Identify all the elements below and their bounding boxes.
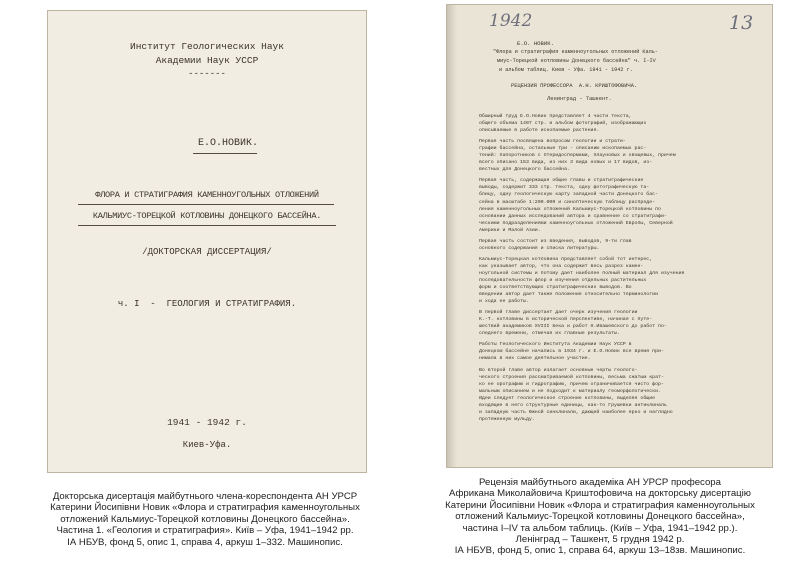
review-header-title-2: миус-Торецкой котловины Донецкого бассейна" ч. I-IV [497,58,656,64]
title-underline-2 [78,225,336,226]
review-body-line: последовательности флор и изучения отдельных растительных [479,277,647,283]
author-name: Е.О.НОВИК. [198,138,259,149]
part-title: ч. I - ГЕОЛОГИЯ И СТРАТИГРАФИЯ. [117,299,297,309]
city: Киев-Уфа. [182,440,232,450]
review-body-line: ческого строения рассматриваемой котловины, весьма сжатым крат- [479,374,664,380]
left-caption-line: отложений Кальмиус-Торецкой котловины Донецкого бассейна». [60,513,350,525]
review-body-line: Первая часть посвящена вопросам геологии и страти- [479,139,626,145]
handwritten-year: 1942 [489,11,533,31]
review-header-title-1: "Флора и стратиграфия каменноугольных отложений Каль- [493,49,658,55]
review-body-line: введении автор дает также положения относительно терминологии [479,292,659,298]
review-body-line: ления каменноугольных отложений Кальмиус-Торецкой котловины по [479,206,661,212]
review-body-line: выводы, содержит 333 стр. текста, одну фотографическую та- [479,185,650,191]
review-body-line: В первой главе диссертант дает очерк изучения геологии [479,310,638,316]
left-caption-line: ІА НБУВ, фонд 5, опис 1, справа 4, аркуш 1–332. Машинопис. [67,536,343,548]
review-body-line: ческими подразделениями каменноугольных отложений Европы, Северной [479,220,673,226]
review-body-line: Идеи следует геологическое строение котловины, выделяя общие [479,395,656,401]
review-body-line: входящие в него структурные единицы, как-то Грушевки антиклиналь [479,402,667,408]
right-caption [408,477,792,557]
review-body-line: блицу, одну геологическую карту западной части Донецкого бас- [479,192,659,198]
review-place: Ленинград - Ташкент. [547,96,612,102]
institute-name: Институт Геологических Наук [130,41,284,52]
review-body-line: Америки и Малой Азии. [479,227,541,233]
review-body-line: как указывает автор, что она содержит весь разрез камен- [479,263,644,269]
right-caption-line: Ленінград – Ташкент, 5 грудня 1942 р. [515,534,685,546]
right-caption-line: Африкана Миколайовича Криштофовича на докторську дисертацію [448,488,751,500]
review-body-line: общего объема 1407 стр. и альбом фотографий, изображающих [479,121,647,127]
review-body-line: основании данных исследований автора и сравнение со стратиграфи- [479,213,667,219]
review-body-line: основного содержания и списка литературы. [479,245,600,251]
author-underline [193,153,257,154]
review-body-line: форм и соответствующих стратиграфических выводов. Во [479,285,632,291]
review-body-line: графии бассейна, остальные три - описанию ископаемых рас- [479,146,647,152]
right-caption-line: Катерини Йосипівни Новик «Флора и стратиграфия каменноугольных [445,499,755,511]
review-body-line: и хода ее работы. [479,299,529,305]
handwritten-page-number: 13 [729,12,754,34]
right-caption-line: Рецензія майбутнього академіка АН УРСР професора [479,477,721,488]
review-body-line: Во второй главе автор излагает основные черты геолого- [479,367,638,373]
separator-line: ------- [188,69,226,79]
review-page [447,5,772,467]
review-body-line: вестных для Донецкого бассейна. [479,167,570,173]
review-body-line: следнего времени, отмечая их главные результаты. [479,331,620,337]
review-body-line: сейна в масштабе 1:200.000 и синоптическую таблицу распреде- [479,199,656,205]
review-body-line: тений: папоротников с птеридоспермами, плауновых и хвощевых, причем [479,153,676,159]
review-body-line: ноугольной системы и потому дает наиболее полный материал для изучения [479,270,685,276]
review-header-author: Е.О. НОВИК. [517,40,554,47]
review-body-line: протяженную мульду. [479,416,535,422]
review-body-line: Обширный труд Е.О.Новик представляет 4 части текста, [479,114,632,119]
right-caption-line: отложений Кальмиус-Торецкой котловины Донецкого бассейна», [455,511,745,523]
review-body-line: нимала в них самое деятельное участие. [479,356,591,362]
binding-shadow [447,5,457,467]
left-caption-line: Катерини Йосипівни Новик «Флора и стратиграфия каменноугольных [50,502,360,514]
review-body-line: и западную часть Южной синклинали, дающей наиболее ярко и наглядно [479,409,673,415]
review-body-text [479,113,684,423]
right-caption-line: частина I–IV та альбом таблиць. (Київ – Уфа, 1941–1942 рр.). [462,522,738,534]
left-caption-line: Докторська дисертація майбутнього члена-кореспондента АН УРСР [52,491,358,502]
review-body-line: ко ее орографию и гидрографию, причем ограничивается чисто фор- [479,381,664,387]
dissertation-title-line-1: ФЛОРА И СТРАТИГРАФИЯ КАМЕННОУГОЛЬНЫХ ОТЛОЖЕНИЙ [95,190,319,200]
review-body-line: мальным описанием и не подходит к материалу геоморфологически. [479,388,661,394]
title-underline-1 [78,204,334,205]
review-body-line: всего описано 153 вида, из них 3 вида новых и 17 видов, из- [479,160,653,166]
review-header-title-3: и альбом таблиц. Киев - Уфа. 1941 - 1942 г. [499,67,633,73]
left-caption-line: Частина 1. «Геология и стратиграфия». Київ – Уфа, 1941–1942 рр. [56,525,354,537]
dissertation-title-line-2: КАЛЬМИУС-ТОРЕЦКОЙ КОТЛОВИНЫ ДОНЕЦКОГО БАССЕЙНА. [92,211,322,221]
years: 1941 - 1942 г. [167,417,247,428]
right-caption-line: ІА НБУВ, фонд 5, опис 1, справа 64, аркуш 13–18зв. Машинопис. [454,545,746,557]
dissertation-title-page [48,11,366,472]
academy-name: Академии Наук УССР [155,55,259,66]
review-body-line: Кальмиус-Торецкая котловина представляет собой тот интерес, [479,256,653,262]
review-body-line: К.-Т. котловины в исторической перспективе, начиная с путе- [479,317,653,323]
review-body-line: Первая часть, содержащая общие главы и стратиграфические [479,178,644,184]
review-body-line: Донецком бассейне начались в 1934 г. и Е.О.Новик все время при- [479,349,664,355]
left-caption [16,491,394,548]
review-body-line: Первая часть состоит из введения, выводов, 9-ти глав [479,238,632,244]
review-body-line: Работы Геологического Института Академии Наук УССР в [479,342,632,348]
document-type: /ДОКТОРСКАЯ ДИССЕРТАЦИЯ/ [142,247,272,257]
reviewer-heading: РЕЦЕНЗИЯ ПРОФЕССОРА А.Н. КРИШТОФОВИЧА. [511,83,638,89]
review-body-line: шествий академиков XVIII века и работ Н.Ивашевского до работ по- [479,324,667,330]
review-body-line: описываемые в работе ископаемые растения. [479,128,600,134]
